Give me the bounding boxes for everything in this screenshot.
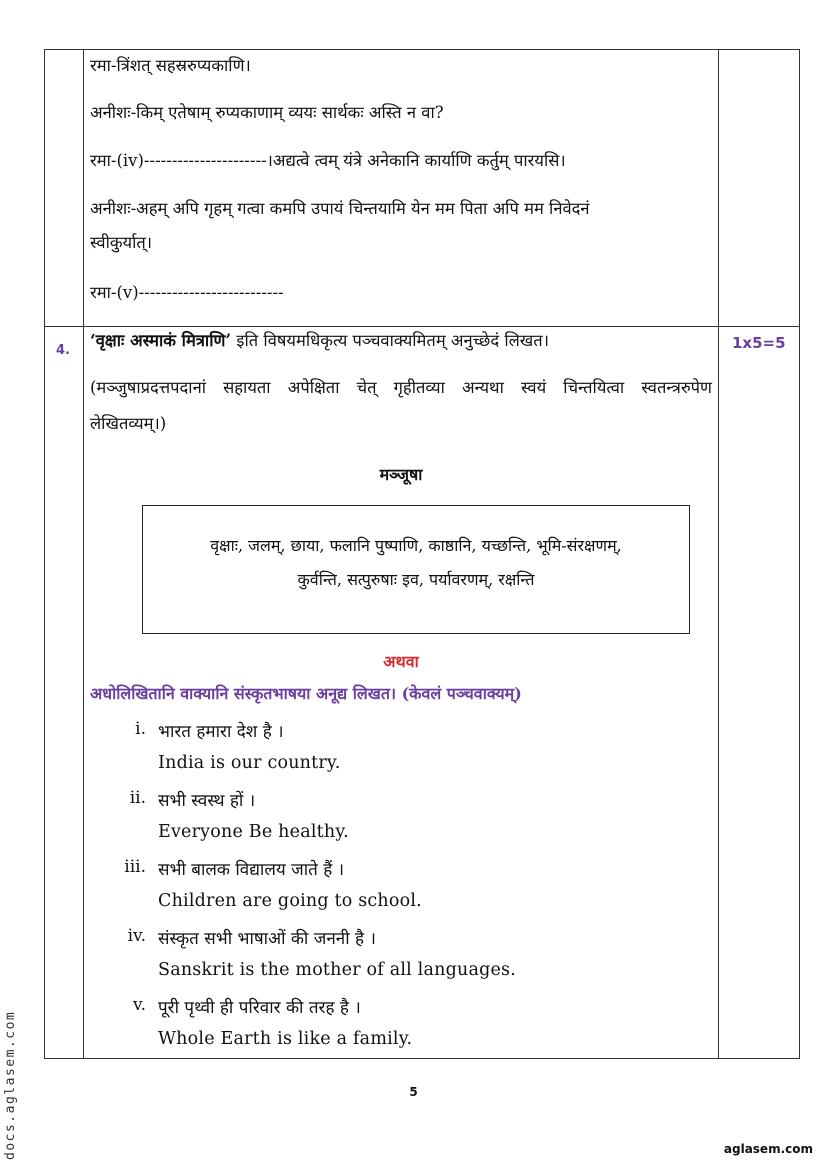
item-english: Whole Earth is like a family. bbox=[158, 1029, 413, 1049]
item-english: Everyone Be healthy. bbox=[158, 822, 349, 842]
item-number: i. bbox=[135, 719, 146, 739]
word-box bbox=[142, 505, 690, 634]
item-number: iii. bbox=[124, 857, 146, 877]
or-label: अथवा bbox=[383, 652, 419, 671]
translate-instruction: अधोलिखितानि वाक्यानि संस्कृतभाषया अनूद्य लिखत। (केवलं पञ्चवाक्यम्) bbox=[90, 684, 522, 703]
dialogue-line-1: रमा-त्रिंशत् सहस्ररुप्यकाणि। bbox=[90, 56, 251, 75]
dialogue-line-2: अनीशः-किम् एतेषाम् रुप्यकाणाम् व्ययः सार्थकः अस्ति न वा? bbox=[90, 103, 444, 122]
table-border-bottom bbox=[44, 1058, 800, 1059]
item-english: Children are going to school. bbox=[158, 891, 422, 911]
item-hindi: पूरी पृथ्वी ही परिवार की तरह है । bbox=[158, 998, 361, 1018]
table-divider-marks bbox=[718, 49, 719, 1059]
question-instruction bbox=[90, 331, 712, 351]
item-english: Sanskrit is the mother of all languages. bbox=[158, 960, 516, 980]
dialogue-line-3: रमा-(iv)----------------------।अद्यत्वे त्वम् यंत्रे अनेकानि कार्याणि कर्तुम् पारयसि। bbox=[90, 151, 566, 170]
dialogue-line-5: रमा-(v)-------------------------- bbox=[90, 283, 284, 302]
item-hindi: भारत हमारा देश है । bbox=[158, 722, 284, 742]
instruction-text: इति विषयमधिकृत्य पञ्चवाक्यमितम् अनुच्छेदं लिखत। bbox=[231, 331, 549, 350]
item-hindi: संस्कृत सभी भाषाओं की जननी है । bbox=[158, 929, 376, 949]
question-marks: 1x5=5 bbox=[732, 334, 786, 352]
table-border-right bbox=[799, 49, 800, 1059]
essay-topic: ‘वृक्षाः अस्माकं मित्राणि’ bbox=[90, 331, 232, 350]
word-box-line-2: कुर्वन्ति, सत्पुरुषाः इव, पर्यावरणम्, रक्षन्ति bbox=[297, 570, 535, 589]
dialogue-line-4b: स्वीकुर्यात्। bbox=[90, 233, 153, 252]
note-line-1: (मञ्जुषाप्रदत्तपदानां सहायता अपेक्षिता चेत् गृहीतव्या अन्यथा स्वयं चिन्तयित्वा स्वतन्त्ररुपेण bbox=[90, 378, 712, 397]
table-row-divider bbox=[44, 326, 800, 327]
item-hindi: सभी बालक विद्यालय जाते हैं । bbox=[158, 860, 345, 880]
word-box-heading: मञ्जूषा bbox=[379, 465, 423, 484]
side-watermark: docs.aglasem.com bbox=[3, 1010, 18, 1160]
word-box-line-1: वृक्षाः, जलम्, छाया, फलानि पुष्पाणि, काष्ठानि, यच्छन्ति, भूमि-संरक्षणम्, bbox=[210, 536, 622, 555]
item-number: iv. bbox=[127, 926, 146, 946]
site-name: aglasem.com bbox=[723, 1142, 813, 1156]
table-border-top bbox=[44, 49, 800, 50]
item-number: ii. bbox=[129, 788, 146, 808]
table-divider-number bbox=[83, 49, 84, 1059]
note-line-2: लेखितव्यम्।) bbox=[90, 414, 167, 433]
item-number: v. bbox=[133, 995, 146, 1015]
item-english: India is our country. bbox=[158, 753, 341, 773]
table-border-left bbox=[44, 49, 45, 1059]
question-number: 4. bbox=[56, 343, 70, 358]
dialogue-line-4a: अनीशः-अहम् अपि गृहम् गत्वा कमपि उपायं चिन्तयामि येन मम पिता अपि मम निवेदनं bbox=[90, 199, 590, 218]
page-number: 5 bbox=[409, 1085, 418, 1099]
item-hindi: सभी स्वस्थ हों । bbox=[158, 791, 256, 811]
